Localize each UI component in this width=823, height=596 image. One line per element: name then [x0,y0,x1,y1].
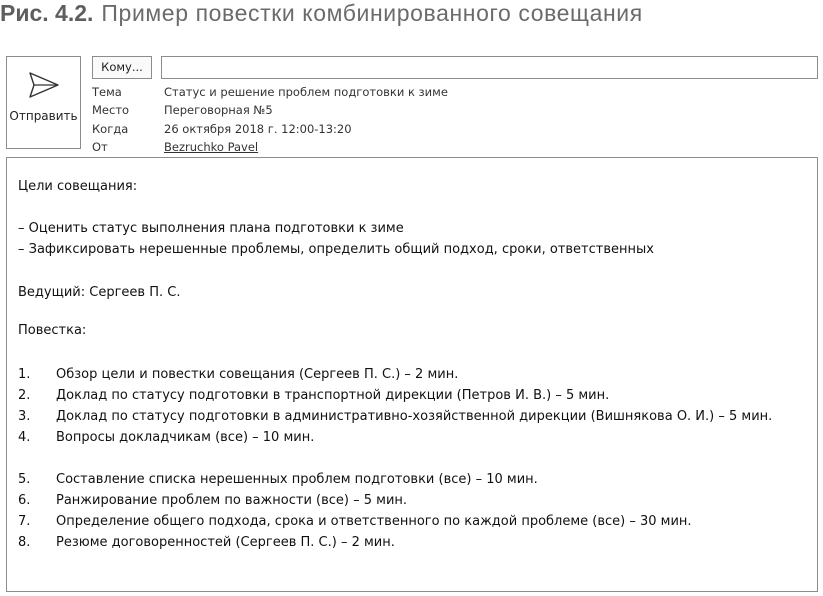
goals-heading: Цели совещания: [18,179,138,194]
agenda-number: 4. [18,430,31,445]
subject-label: Тема [92,85,122,99]
agenda-number: 3. [18,409,31,424]
location-value[interactable]: Переговорная №5 [164,103,273,117]
agenda-item: Доклад по статусу подготовки в транспортной дирекции (Петров И. В.) – 5 мин. [56,388,610,403]
agenda-heading: Повестка: [18,323,87,338]
figure-caption [0,0,643,28]
when-label: Когда [92,122,129,136]
from-value[interactable]: Bezruchko Pavel [164,140,259,154]
agenda-item: Вопросы докладчикам (все) – 10 мин. [56,430,315,445]
agenda-item: Ранжирование проблем по важности (все) – 5 мин. [56,493,408,508]
subject-value[interactable]: Статус и решение проблем подготовки к зиме [164,85,448,99]
agenda-number: 7. [18,514,31,529]
agenda-item: Составление списка нерешенных проблем подготовки (все) – 10 мин. [56,472,538,487]
send-icon [28,71,60,99]
message-body[interactable] [6,157,818,592]
agenda-item: Доклад по статусу подготовки в административно-хозяйственной дирекции (Вишнякова О. И.) – 5 мин. [56,409,773,424]
agenda-item: Определение общего подхода, срока и ответственного по каждой проблеме (все) – 30 мин. [56,514,692,529]
figure-number: Рис. 4.2. [0,0,94,26]
agenda-number: 6. [18,493,31,508]
goal-item: – Оценить статус выполнения плана подготовки к зиме [18,221,404,236]
agenda-number: 5. [18,472,31,487]
send-button-label: Отправить [9,109,78,123]
agenda-number: 1. [18,367,31,382]
host-line: Ведущий: Сергеев П. С. [18,285,181,300]
when-value[interactable]: 26 октября 2018 г. 12:00-13:20 [164,122,352,136]
agenda-number: 2. [18,388,31,403]
agenda-item: Обзор цели и повестки совещания (Сергеев П. С.) – 2 мин. [56,367,459,382]
send-button[interactable] [6,56,81,149]
from-label: От [92,140,108,154]
goal-item: – Зафиксировать нерешенные проблемы, определить общий подход, сроки, ответственных [18,242,654,257]
to-button[interactable]: Кому... [92,56,152,79]
agenda-item: Резюме договоренностей (Сергеев П. С.) – 2 мин. [56,535,395,550]
agenda-number: 8. [18,535,31,550]
figure-title: Пример повестки комбинированного совещания [101,0,643,26]
to-input[interactable] [161,56,818,79]
location-label: Место [92,103,130,117]
